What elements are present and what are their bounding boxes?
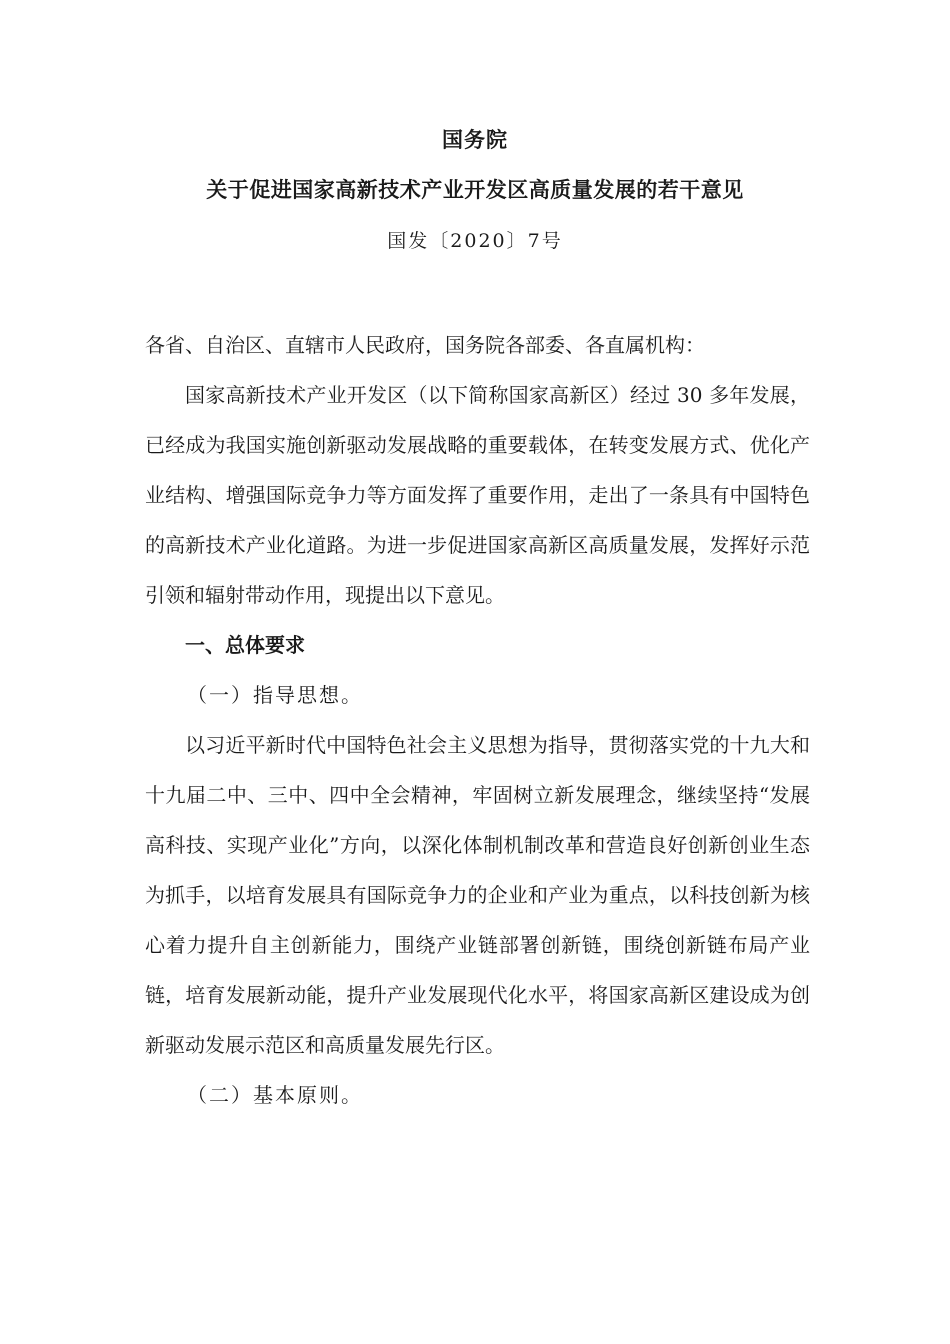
salutation: 各省、自治区、直辖市人民政府，国务院各部委、各直属机构： [145, 333, 705, 357]
intro-paragraph: 国家高新技术产业开发区（以下简称国家高新区）经过 30 多年发展，已经成为我国实施创新驱动发展战略的重要载体，在转变发展方式、优化产业结构、增强国际竞争力等方面发挥了重要作用，走出了一条具有中国特色的高新技术产业化道路。为进一步促进国家高新区高质量发展，发挥好示范引领和辐射带动作用，现提出以下意见。 [145, 383, 810, 607]
subsection-heading-guiding-ideology: （一）指导思想。 [187, 683, 363, 707]
document-body [145, 320, 810, 1120]
section-heading-general-requirements: 一、总体要求 [185, 633, 305, 657]
document-number: 国发〔2020〕7号 [387, 230, 563, 252]
document-title: 关于促进国家高新技术产业开发区高质量发展的若干意见 [206, 178, 744, 202]
issuing-organization: 国务院 [442, 128, 508, 152]
subsection-heading-basic-principles: （二）基本原则。 [187, 1083, 363, 1107]
guiding-ideology-paragraph: 以习近平新时代中国特色社会主义思想为指导，贯彻落实党的十九大和十九届二中、三中、四中全会精神，牢固树立新发展理念，继续坚持“发展高科技、实现产业化”方向，以深化体制机制改革和营造良好创新创业生态为抓手，以培育发展具有国际竞争力的企业和产业为重点，以科技创新为核心着力提升自主创新能力，围绕产业链部署创新链，围绕创新链布局产业链，培育发展新动能，提升产业发展现代化水平，将国家高新区建设成为创新驱动发展示范区和高质量发展先行区。 [145, 733, 810, 1057]
